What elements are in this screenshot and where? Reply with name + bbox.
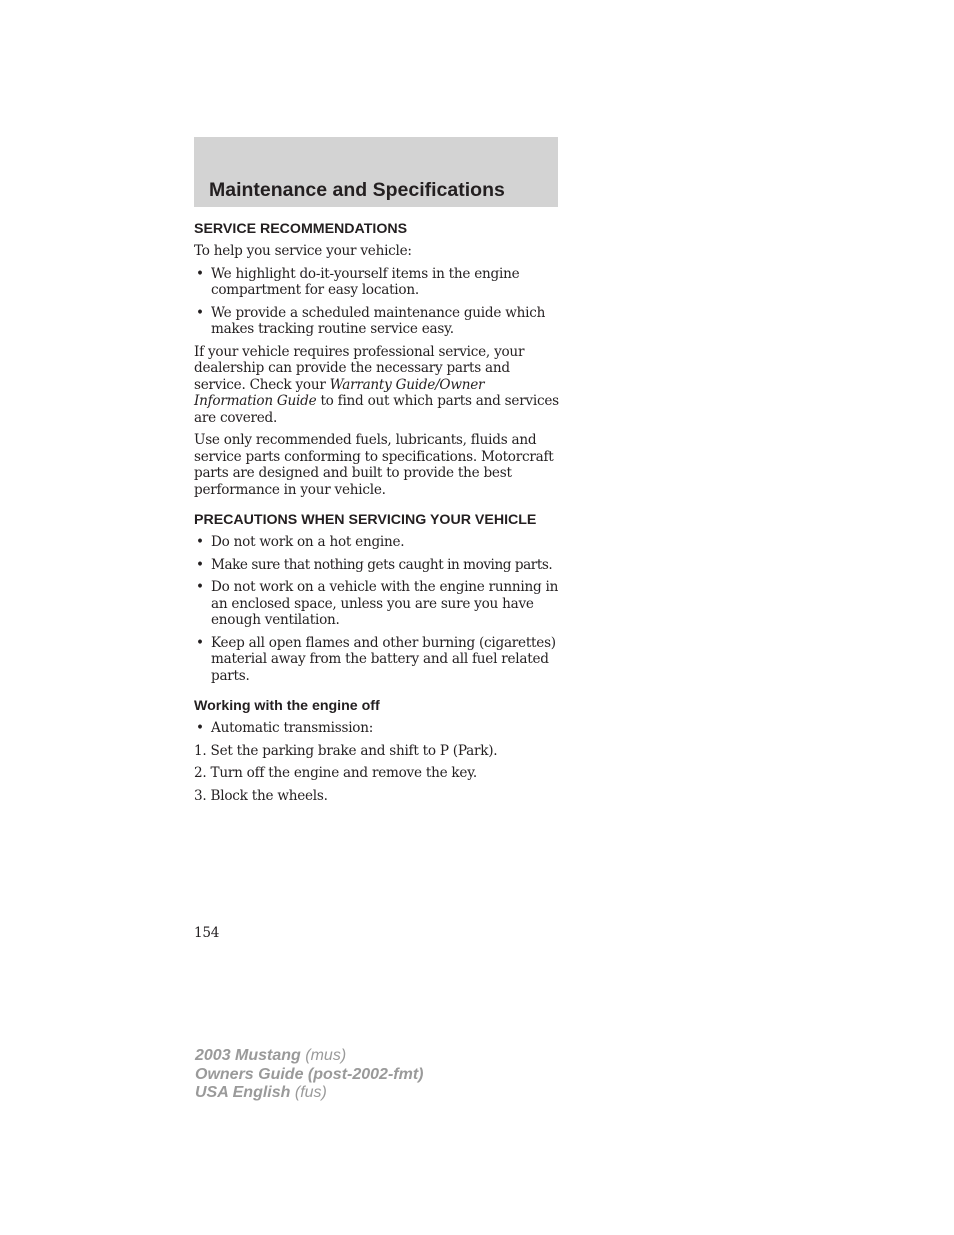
list-item: • Automatic transmission: <box>196 720 374 736</box>
list-item: 2. Turn off the engine and remove the key. <box>194 765 477 781</box>
engine-off-bullet-list <box>194 720 560 737</box>
footer-line-model: 2003 Mustang (mus) <box>195 1047 347 1064</box>
bullet-icon: • <box>196 634 204 651</box>
list-item: • Keep all open flames and other burning (cigarettes) material away from the battery and all fuel related parts. <box>196 634 556 684</box>
footer-line-language: USA English (fus) <box>195 1084 327 1102</box>
list-item: 3. Block the wheels. <box>194 787 328 804</box>
guide-title: Warranty Guide/Owner Information Guide <box>194 376 485 409</box>
list-item: • We provide a scheduled maintenance guide which makes tracking routine service easy. <box>196 304 546 337</box>
engine-off-steps <box>194 743 560 805</box>
heading-engine-off: Working with the engine off <box>194 698 380 714</box>
list-item: • We highlight do-it-yourself items in the engine compartment for easy location. <box>196 265 520 298</box>
list-item: • Do not work on a hot engine. <box>196 534 405 550</box>
list-item: • Make sure that nothing gets caught in moving parts. <box>196 556 553 573</box>
footer-line-guide: Owners Guide (post-2002-fmt) <box>195 1065 424 1083</box>
document-footer <box>195 1047 423 1103</box>
section-title: Maintenance and Specifications <box>209 179 505 201</box>
section-header-band <box>194 137 558 207</box>
service-bullet-list <box>194 266 560 338</box>
bullet-icon: • <box>196 579 204 595</box>
service-intro: To help you service your vehicle: <box>194 243 412 259</box>
page-content <box>194 221 560 810</box>
list-item: • Do not work on a vehicle with the engine running in an enclosed space, unless you are sure you have enough ventilation. <box>196 579 559 628</box>
bullet-icon: • <box>196 534 204 550</box>
service-paragraph-parts: Use only recommended fuels, lubricants, fluids and service parts conforming to specifications. Motorcraft parts are designed and built to provide the best performance in your vehicle. <box>194 432 554 498</box>
list-item: 1. Set the parking brake and shift to P (Park). <box>194 742 498 759</box>
bullet-icon: • <box>196 265 204 282</box>
page-number: 154 <box>194 925 220 941</box>
heading-precautions: PRECAUTIONS WHEN SERVICING YOUR VEHICLE <box>194 512 537 528</box>
bullet-icon: • <box>196 556 204 573</box>
bullet-icon: • <box>196 304 204 321</box>
precautions-bullet-list <box>194 534 560 684</box>
service-paragraph-dealership: If your vehicle requires professional service, your dealership can provide the necessary parts and service. Check your Warranty Guide/Owner Information Guide to find out which parts and services are covered. <box>194 343 559 426</box>
heading-service-recommendations: SERVICE RECOMMENDATIONS <box>194 221 408 237</box>
bullet-icon: • <box>196 720 204 736</box>
